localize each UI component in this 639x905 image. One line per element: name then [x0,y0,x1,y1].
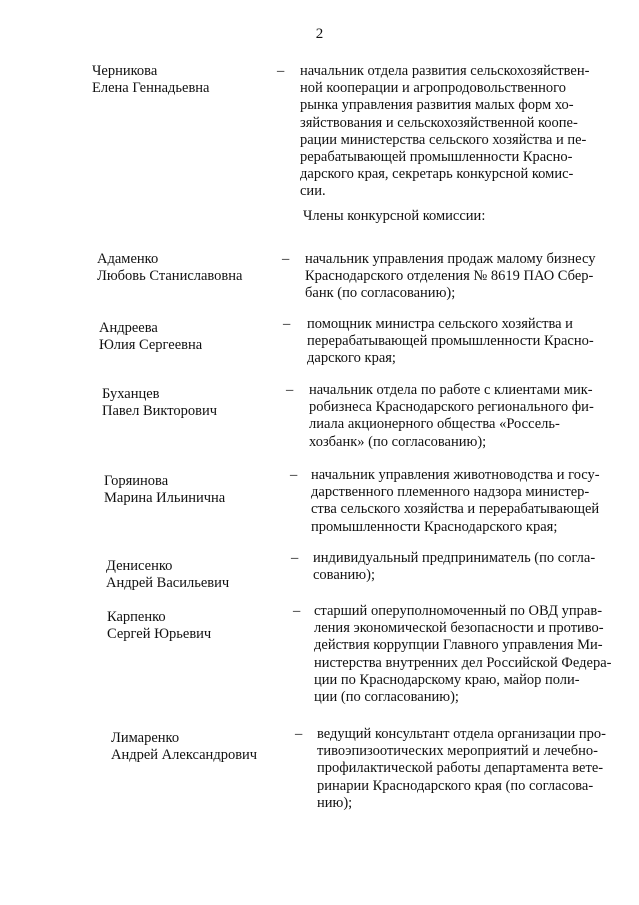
member-given-names: Юлия Сергеевна [99,337,203,354]
role-line: ведущий консультант отдела организации про- [317,726,606,742]
role-line: сованию); [313,567,375,584]
role-line: индивидуальный предприниматель (по согла- [313,550,596,566]
role-line: ления экономической безопасности и противо- [314,620,604,637]
member-role [305,251,611,303]
member-name [111,730,296,764]
member-surname: Черникова [92,63,158,79]
entry-dash: – [282,251,290,267]
member-name [107,609,292,643]
role-line: действия коррупции Главного управления Ми- [314,637,603,654]
member-role [309,382,612,451]
role-line: дарского края, секретарь конкурсной комис- [300,166,574,183]
role-line: робизнеса Краснодарского регионального фи- [309,399,594,416]
entry-dash: – [277,63,285,79]
member-given-names: Андрей Васильевич [106,575,230,592]
member-role [317,726,618,812]
page-number: 2 [315,26,324,42]
role-line: начальник управления продаж малому бизнесу [305,251,596,267]
role-line: сии. [300,183,326,200]
member-given-names: Павел Викторович [102,403,218,420]
role-line: промышленности Краснодарского края; [311,518,558,535]
member-surname: Адаменко [97,251,159,267]
role-line: ной кооперации и агропродовольственного [300,80,566,97]
member-given-names: Сергей Юрьевич [107,626,212,643]
role-line: рации министерства сельского хозяйства и пе- [300,131,587,148]
role-line: дарского края; [307,350,396,367]
member-role [300,63,606,201]
role-line: начальник отдела по работе с клиентами мик- [309,382,593,398]
member-given-names: Любовь Станиславовна [97,268,243,285]
entry-dash: – [295,726,303,742]
member-name [99,320,284,354]
member-name [92,63,277,97]
role-line: Краснодарского отделения № 8619 ПАО Сбер- [305,268,594,285]
member-role [313,550,614,584]
role-line: ции по Краснодарскому краю, майор поли- [314,671,580,688]
role-line: профилактической работы департамента вете- [317,760,604,777]
role-line: зяйствования и сельскохозяйственной коопе- [300,114,578,131]
member-role [314,603,616,706]
entry-dash: – [293,603,301,619]
role-line: тивоэпизоотических мероприятий и лечебно- [317,743,598,760]
entry-dash: – [291,550,299,566]
role-line: ринарии Краснодарского края (по согласова- [317,777,594,794]
role-line: лиала акционерного общества «Россель- [309,416,560,433]
member-name [104,473,289,507]
role-line: нию); [317,794,353,811]
entry-dash: – [290,467,298,483]
members-heading: Члены конкурсной комиссии: [303,208,486,224]
member-surname: Буханцев [102,386,160,402]
role-line: хозбанк» (по согласованию); [309,433,487,450]
role-line: старший оперуполномоченный по ОВД управ- [314,603,603,619]
role-line: банк (по согласованию); [305,285,456,302]
role-line: перерабатывающей промышленности Красно- [307,333,594,350]
role-line: рынка управления развития малых форм хо- [300,97,574,114]
member-surname: Денисенко [106,558,173,574]
member-role [307,316,611,368]
member-given-names: Андрей Александрович [111,747,258,764]
member-surname: Андреева [99,320,158,336]
member-surname: Горяинова [104,473,169,489]
role-line: ции (по согласованию); [314,689,459,706]
role-line: рерабатывающей промышленности Красно- [300,149,573,166]
role-line: помощник министра сельского хозяйства и [307,316,573,332]
member-role [311,467,614,536]
member-given-names: Елена Геннадьевна [92,80,210,97]
entry-dash: – [283,316,291,332]
role-line: ства сельского хозяйства и перерабатывающей [311,501,600,518]
role-line: нистерства внутренних дел Российской Федера- [314,654,612,671]
member-name [106,558,291,592]
member-given-names: Марина Ильинична [104,490,226,507]
member-surname: Лимаренко [111,730,180,746]
member-name [97,251,282,285]
member-name [102,386,287,420]
member-surname: Карпенко [107,609,166,625]
role-line: начальник управления животноводства и госу- [311,467,600,483]
entry-dash: – [286,382,294,398]
role-line: начальник отдела развития сельскохозяйствен- [300,63,590,79]
role-line: дарственного племенного надзора министер- [311,484,590,501]
